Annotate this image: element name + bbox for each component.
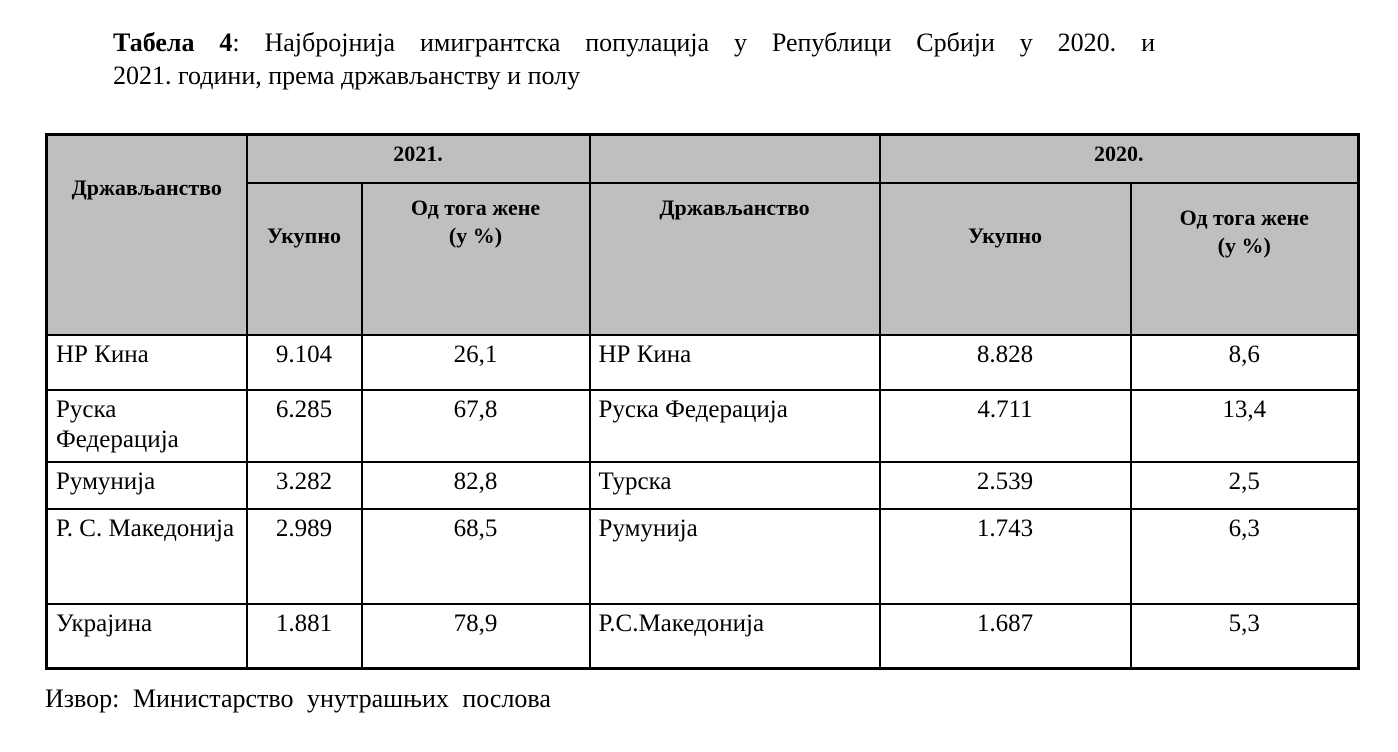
cell-country-2020: Руска Федерација [590, 390, 880, 462]
cell-country-2020: Румунија [590, 509, 880, 604]
cell-country-2021: Р. С. Македонија [47, 509, 247, 604]
cell-country-2020: Турска [590, 462, 880, 509]
header-year-2020: 2020. [880, 135, 1359, 183]
table-row [47, 462, 1359, 509]
table-caption-line1 [113, 26, 1155, 59]
cell-country-2021: Руска Федерација [47, 390, 247, 462]
table-body [47, 335, 1359, 669]
header-citizenship-left: Држављанство [47, 135, 247, 335]
header-year-2021: 2021. [247, 135, 590, 183]
cell-total-2020: 1.687 [880, 604, 1131, 669]
immigrant-population-table [45, 133, 1360, 670]
cell-women-2020: 8,6 [1131, 335, 1359, 390]
header-empty-cell [590, 135, 880, 183]
cell-country-2021: Румунија [47, 462, 247, 509]
cell-women-2020: 13,4 [1131, 390, 1359, 462]
table-row [47, 390, 1359, 462]
table-row [47, 604, 1359, 669]
header-row-years [47, 135, 1359, 183]
cell-country-2020: НР Кина [590, 335, 880, 390]
cell-women-2020: 5,3 [1131, 604, 1359, 669]
cell-total-2021: 2.989 [247, 509, 362, 604]
cell-total-2020: 2.539 [880, 462, 1131, 509]
cell-women-2020: 6,3 [1131, 509, 1359, 604]
header-women-2021: Од тога жене (у %) [362, 183, 590, 335]
cell-total-2020: 8.828 [880, 335, 1131, 390]
header-citizenship-right: Држављанство [590, 183, 880, 335]
cell-total-2021: 1.881 [247, 604, 362, 669]
cell-women-2021: 26,1 [362, 335, 590, 390]
table-row [47, 335, 1359, 390]
cell-total-2021: 3.282 [247, 462, 362, 509]
cell-total-2020: 4.711 [880, 390, 1131, 462]
cell-women-2021: 82,8 [362, 462, 590, 509]
cell-women-2020: 2,5 [1131, 462, 1359, 509]
cell-total-2021: 6.285 [247, 390, 362, 462]
table-header [47, 135, 1359, 335]
cell-women-2021: 68,5 [362, 509, 590, 604]
table-caption [113, 26, 1155, 92]
cell-women-2021: 67,8 [362, 390, 590, 462]
cell-country-2021: НР Кина [47, 335, 247, 390]
cell-total-2020: 1.743 [880, 509, 1131, 604]
header-women-2020: Од тога жене (у %) [1131, 183, 1359, 335]
cell-women-2021: 78,9 [362, 604, 590, 669]
cell-country-2020: Р.С.Македонија [590, 604, 880, 669]
header-total-2020: Укупно [880, 183, 1131, 335]
table-caption-label: Табела 4 [113, 28, 233, 57]
table-caption-text: : Најбројнија имигрантска популација у Републици Србији у 2020. и [232, 28, 1155, 57]
cell-country-2021: Украјина [47, 604, 247, 669]
table-row [47, 509, 1359, 604]
source-note: Извор: Министарство унутрашњих послова [45, 684, 551, 713]
header-total-2021: Укупно [247, 183, 362, 335]
table-caption-line2: 2021. години, према држављанству и полу [113, 61, 581, 90]
cell-total-2021: 9.104 [247, 335, 362, 390]
